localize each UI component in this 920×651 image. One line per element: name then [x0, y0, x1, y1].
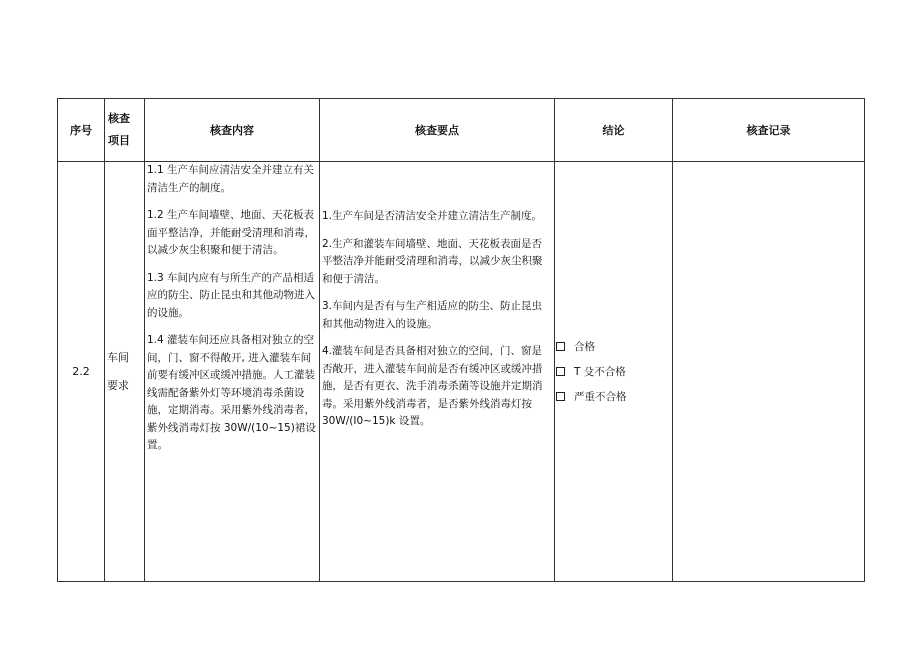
- result-option-label: 严重不合格: [574, 391, 627, 403]
- result-option-label: T 殳不合格: [574, 366, 626, 378]
- row-item: [105, 162, 145, 582]
- header-no: 序号: [58, 99, 105, 162]
- row-item-line1: 车间: [107, 350, 129, 364]
- points-paragraph: 3.车间内是否有与生产相适应的防尘、防止昆虫和其他动物进入的设施。: [322, 300, 543, 330]
- content-paragraph: 1.1 生产车间应清洁安全并建立有关清洁生产的制度。: [147, 164, 315, 194]
- checkbox-icon[interactable]: [556, 392, 565, 401]
- row-points: [320, 162, 555, 582]
- header-result: 结论: [555, 99, 673, 162]
- result-option-general-fail[interactable]: [556, 363, 672, 381]
- row-content: [145, 162, 320, 582]
- result-option-pass[interactable]: [556, 338, 672, 356]
- points-paragraph: 2.生产和灌装车间墙壁、地面、天花板表面是否平整洁净并能耐受清理和消毒，以减少灰尘积聚和便于清洁。: [322, 237, 543, 285]
- result-option-serious-fail[interactable]: [556, 388, 672, 406]
- points-paragraph: 4.灌装车间是否具备相对独立的空间，门、窗是否敞开，进入灌装车间前是否有缓冲区或缓冲措施，是否有更衣、洗手消毒杀菌等设施并定期消毒。采用紫外线消毒者，是否紫外线消毒灯按30W/(I0~15)k 设置。: [322, 345, 543, 427]
- table-row: [58, 162, 865, 582]
- row-no: 2.2: [58, 162, 105, 582]
- header-item-line1: 核查: [108, 112, 130, 125]
- row-result: [555, 162, 673, 582]
- header-row: [58, 99, 865, 162]
- inspection-table: [57, 98, 865, 582]
- header-points: 核查要点: [320, 99, 555, 162]
- header-item-line2: 项目: [108, 134, 130, 147]
- header-content: 核查内容: [145, 99, 320, 162]
- content-paragraph: 1.2 生产车间墙壁、地面、天花板表面平整洁净，并能耐受清理和消毒，以减少灰尘积聚和便于清洁。: [147, 209, 315, 256]
- content-paragraph: 1.3 车间内应有与所生产的产品相适应的防尘、防止昆虫和其他动物进入的设施。: [147, 271, 315, 319]
- content-paragraph: 1.4 灌装车间还应具备相对独立的空间，门、窗不得敞开, 进入灌装车间前要有缓冲区或缓冲措施。人工灌装线需配备紫外灯等环境消毒杀菌设施，定期消毒。采用紫外线消毒者，紫外线消毒灯按 30W/(10~15)裙设置。: [147, 334, 316, 451]
- header-item: [105, 99, 145, 162]
- checkbox-icon[interactable]: [556, 367, 565, 376]
- checkbox-icon[interactable]: [556, 342, 565, 351]
- header-record: 核查记录: [673, 99, 865, 162]
- result-option-label: 合格: [574, 341, 595, 353]
- row-item-line2: 要求: [107, 378, 129, 392]
- points-paragraph: 1.生产车间是否清洁安全并建立清洁生产制度。: [322, 210, 543, 222]
- row-record[interactable]: [673, 162, 865, 582]
